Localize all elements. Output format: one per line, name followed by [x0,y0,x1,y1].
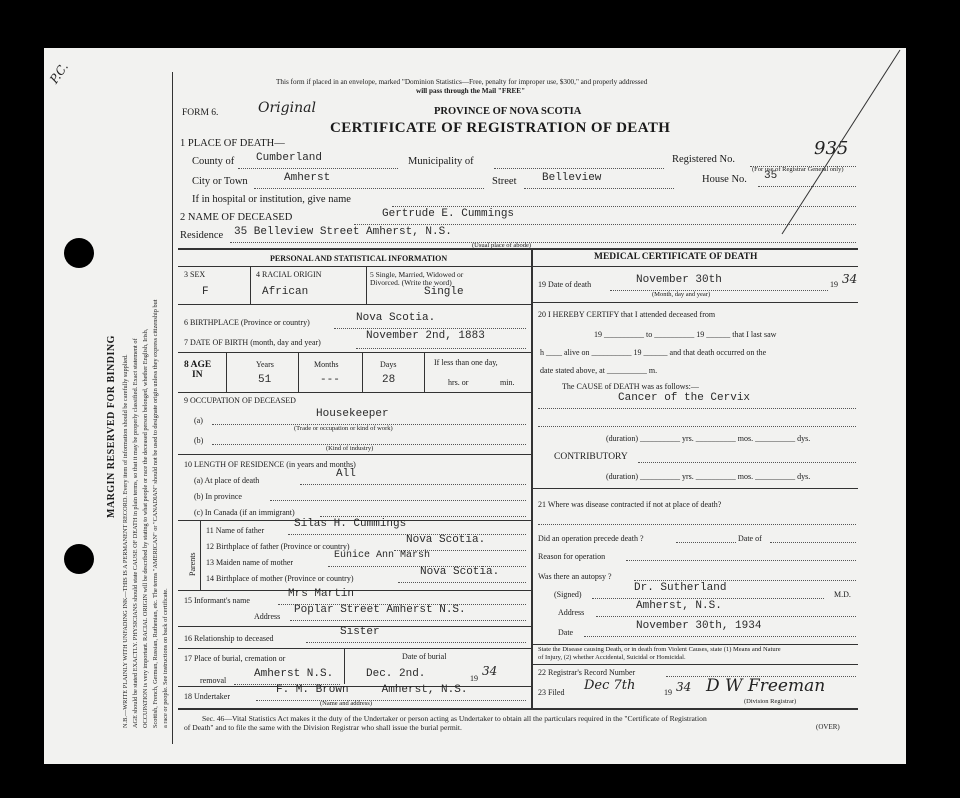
original-annotation: Original [258,100,316,116]
diagonal-pen-stroke [764,48,906,248]
occupation-sub-b: (Kind of industry) [326,445,374,452]
death-year: 34 [842,272,858,286]
registered-label: Registered No. [672,154,735,165]
death-date: November 30th [636,274,722,286]
occupation-label: 9 OCCUPATION OF DECEASED [184,396,296,405]
birthplace-label: 6 BIRTHPLACE (Province or country) [184,318,310,327]
street-label: Street [492,176,517,187]
operation-date-label: Date of [738,534,762,543]
filed-year: 34 [676,680,692,694]
side-note-2: AGE should be stated EXACTLY. PHYSICIANS should state CAUSE OF DEATH in plain terms, so that it may be properly classified. Exact statement of [132,338,139,728]
hrs-label: hrs. or [448,378,469,387]
registrar-record-label: 22 Registrar's Record Number [538,668,636,677]
informant-address-label: Address [254,612,281,621]
death-certificate [44,48,906,764]
house-label: House No. [702,174,747,185]
deceased-name-label: 2 NAME OF DECEASED [180,212,293,223]
marital-label-2: Divorced. (Write the word) [370,278,452,287]
footer-line-2: of Death" and to file the same with the Division Registrar who shall issue the burial permit. [184,723,462,732]
contributory-label: CONTRIBUTORY [554,452,628,462]
signed-label: (Signed) [554,590,582,599]
burial-place: Amherst N.S. [254,668,334,680]
reason-label: Reason for operation [538,552,606,561]
residence-c-label: (c) In Canada (if an immigrant) [194,508,295,517]
racial-value: African [262,286,309,298]
cause-value: Cancer of the Cervix [618,392,751,404]
municipality-label: Municipality of [408,156,474,167]
age-years: 51 [258,374,272,386]
violent-note-1: State the Disease causing Death, or in death from Violent Causes, state (1) Means and Nature [538,646,781,653]
county-label: County of [192,156,235,167]
residence-b-label: (b) In province [194,492,242,501]
age-label: 8 AGE [184,360,212,370]
mail-notice-line2: will pass through the Mail "FREE" [416,87,526,95]
footer-line-1: Sec. 46—Vital Statistics Act makes it the duty of the Undertaker or person acting as Undertaker to obtain all the particulars required in the "Certificate of Registration [202,714,707,723]
cause-label: The CAUSE of DEATH was as follows:— [562,382,699,391]
registrar-signature: D W Freeman [706,676,826,696]
marital-value: Single [424,286,464,298]
mother-birthplace-label: 14 Birthplace of mother (Province or country) [206,574,354,583]
duration-line-2: (duration) __________ yrs. __________ mos. __________ dys. [606,472,811,481]
min-label: min. [500,378,515,387]
death-date-label: 19 Date of death [538,280,592,289]
side-note-4: Scottish, French, German, Russian, Ruthenian, etc. The terms "AMERICAN" or "CANADIAN" should not be used to designate origin unless they express citizenship but [152,299,159,728]
sex-value: F [202,286,209,298]
footer-over: (OVER) [816,723,840,731]
racial-label: 4 RACIAL ORIGIN [256,270,322,279]
burial-year-prefix: 19 [470,674,478,683]
undertaker-label: 18 Undertaker [184,692,230,701]
father-birthplace-label: 12 Birthplace of father (Province or country) [206,542,350,551]
registered-number: 935 [814,138,849,159]
occupation-a: (a) [194,416,203,425]
age-months: --- [320,374,340,386]
days-label: Days [380,360,397,369]
place-of-death-heading: 1 PLACE OF DEATH— [180,138,285,149]
doctor-name: Dr. Sutherland [634,582,727,594]
residence-note: (Usual place of abode) [472,242,532,249]
deceased-name: Gertrude E. Cummings [382,208,515,220]
birthplace-value: Nova Scotia. [356,312,436,324]
relationship-label: 16 Relationship to deceased [184,634,274,643]
less-than-day-label: If less than one day, [434,358,498,367]
age-in: IN [192,370,203,380]
city-value: Amherst [284,172,331,184]
doctor-address: Amherst, N.S. [636,600,722,612]
province-title: PROVINCE OF NOVA SCOTIA [434,106,582,117]
burial-year: 34 [482,664,498,678]
father-label: 11 Name of father [206,526,265,535]
age-days: 28 [382,374,396,386]
hospital-label: If in hospital or institution, give name [192,194,351,205]
residence-label: Residence [180,230,224,241]
burial-label-1: 17 Place of burial, cremation or [184,654,286,663]
burial-date: Dec. 2nd. [366,668,426,680]
margin-title: MARGIN RESERVED FOR BINDING [106,335,117,518]
burial-label-2: removal [200,676,227,685]
filed-date: Dec 7th [584,678,636,693]
operation-label: Did an operation precede death ? [538,534,644,543]
violent-note-2: of Injury, (2) whether Accidental, Suicidal or Homicidal. [538,654,686,661]
md-label: M.D. [834,590,851,599]
personal-heading: PERSONAL AND STATISTICAL INFORMATION [270,254,448,263]
certify-line-1: 20 I HEREBY CERTIFY that I attended deceased from [538,310,716,319]
registrar-note: (For use of Registrar General only) [752,166,844,173]
side-note-5: a race or people. See instructions on back of certificate. [162,588,169,728]
occupation-sub-a: (Trade or occupation or kind of work) [294,425,393,432]
father-value: Silas H. Cummings [294,518,407,530]
relationship-value: Sister [340,626,380,638]
undertaker-value: F. M. Brown Amherst, N.S. [276,684,468,696]
house-value: 35 [764,170,778,182]
mail-notice-line1: This form if placed in an envelope, marked "Dominion Statistics—Free, penalty for improper use, $300," and properly addressed [276,78,648,86]
cert-date-label: Date [558,628,574,637]
burial-date-label: Date of burial [402,652,447,661]
contracted-question: 21 Where was disease contracted if not at place of death? [538,500,722,509]
filed-label: 23 Filed [538,688,565,697]
informant-label: 15 Informant's name [184,596,250,605]
father-birthplace: Nova Scotia. [406,534,486,546]
mother-value: Eunice Ann Marsh [334,550,431,561]
informant-value: Mrs Martin [288,588,355,600]
certify-line-3: h ____ alive on __________ 19 ______ and that death occurred on the [540,348,767,357]
mother-birthplace: Nova Scotia. [420,566,500,578]
county-value: Cumberland [256,152,323,164]
punch-hole-top [64,238,94,268]
cert-date: November 30th, 1934 [636,620,762,632]
division-registrar-label: (Division Registrar) [744,698,797,705]
death-year-prefix: 19 [830,280,838,289]
parents-label: Parents [188,552,197,576]
months-label: Months [314,360,339,369]
street-value: Belleview [542,172,602,184]
side-note-3: OCCUPATION is very important. RACIAL ORIGIN will be described by stating to what people or race the deceased person belonged, whether English, Irish, [142,328,149,728]
punch-hole-bottom [64,544,94,574]
dob-label: 7 DATE OF BIRTH (month, day and year) [184,338,321,347]
undertaker-sub: (Name and address) [320,700,372,707]
residence-a-label: (a) At place of death [194,476,260,485]
filed-year-prefix: 19 [664,688,672,697]
sex-label: 3 SEX [184,270,206,279]
informant-address: Poplar Street Amherst N.S. [294,604,466,616]
occupation-b: (b) [194,436,204,445]
occupation-value: Housekeeper [316,408,389,420]
city-label: City or Town [192,176,248,187]
death-date-sub: (Month, day and year) [652,291,711,298]
residence-a-value: All [336,468,356,480]
form-number: FORM 6. [182,108,219,118]
mother-label: 13 Maiden name of mother [206,558,294,567]
certify-line-4: date stated above, at __________ m. [540,366,658,375]
doctor-address-label: Address [558,608,585,617]
residence-length-label: 10 LENGTH OF RESIDENCE (in years and months) [184,460,356,469]
residence-value: 35 Belleview Street Amherst, N.S. [234,226,452,238]
initials-annotation: P.C. [46,59,72,87]
autopsy-label: Was there an autopsy ? [538,572,612,581]
duration-line-1: (duration) __________ yrs. __________ mos. __________ dys. [606,434,811,443]
dob-value: November 2nd, 1883 [366,330,485,342]
marital-label-1: 5 Single, Married, Widowed or [370,270,464,279]
years-label: Years [256,360,274,369]
certify-line-2: 19 __________ to __________ 19 ______ that I last saw [594,330,777,339]
certificate-title: CERTIFICATE OF REGISTRATION OF DEATH [330,120,671,136]
medical-heading: MEDICAL CERTIFICATE OF DEATH [594,252,758,262]
side-note-1: N.B.—WRITE PLAINLY WITH UNFADING INK—THIS IS A PERMANENT RECORD. Every item of information should be carefully supplied. [122,354,129,728]
